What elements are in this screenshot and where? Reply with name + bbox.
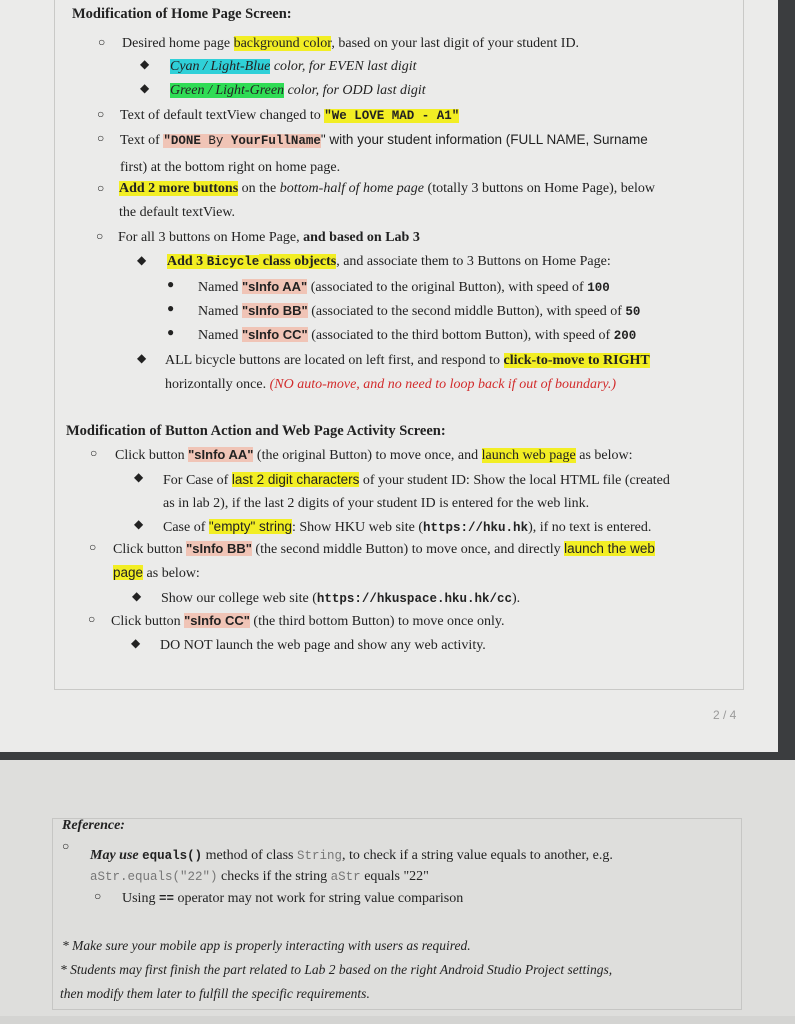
text: Click button <box>115 448 189 463</box>
section-action-heading: Modification of Button Action and Web Page Activity Screen: <box>66 423 446 439</box>
dot-bullet-icon: ● <box>167 277 175 291</box>
highlight: "sInfo BB" <box>186 541 252 556</box>
page-3-sheet <box>0 760 795 1024</box>
text: , and associate them to 3 Buttons on Home Page: <box>336 254 611 269</box>
highlight: Add 3 <box>167 254 207 269</box>
ref-line-3 <box>122 890 463 908</box>
diamond-bullet-icon: ◆ <box>137 351 147 365</box>
diamond-bullet-icon: ◆ <box>131 636 141 650</box>
circle-bullet-icon: ○ <box>97 181 105 195</box>
text: color, for EVEN last digit <box>270 59 417 74</box>
text: (the original Button) to move once, and <box>253 448 482 463</box>
named-aa-line <box>198 278 610 297</box>
code: equals() <box>142 849 203 863</box>
text: color, for ODD last digit <box>284 83 426 98</box>
text: Text of default textView changed to <box>120 108 325 123</box>
text: operator may not work for string value comparison <box>173 891 464 906</box>
diamond-bullet-icon: ◆ <box>140 57 150 71</box>
case1-line <box>163 471 670 489</box>
text: checks if the string <box>217 869 331 884</box>
highlight: "empty" string <box>208 519 292 534</box>
code: YourFullName <box>230 134 321 148</box>
circle-bullet-icon: ○ <box>96 229 104 243</box>
text: (associated to the second middle Button), with speed of <box>307 304 626 319</box>
dot-bullet-icon: ● <box>167 301 175 315</box>
circle-bullet-icon: ○ <box>89 540 97 554</box>
highlight: "sInfo AA" <box>188 447 254 462</box>
highlight: "sInfo CC" <box>241 327 308 342</box>
add-buttons-line-2: the default textView. <box>119 205 236 220</box>
text: : Show HKU web site ( <box>292 520 424 535</box>
left-first-line-2 <box>165 376 616 393</box>
text: Click button <box>113 542 187 557</box>
diamond-bullet-icon: ◆ <box>140 81 150 95</box>
text: " with your student information (FULL NAME, Surname <box>320 132 648 147</box>
add-buttons-line <box>119 180 655 197</box>
code: https://hkuspace.hku.hk/cc <box>316 592 512 606</box>
done-line-2: first) at the bottom right on home page. <box>120 160 341 175</box>
speed-value: 200 <box>613 329 637 343</box>
reference-title: Reference: <box>62 818 125 833</box>
code: "We LOVE MAD - A1" <box>324 109 460 123</box>
text: Desired home page <box>122 36 234 51</box>
text: May use <box>90 848 143 863</box>
dont-launch-line: DO NOT launch the web page and show any web activity. <box>160 638 486 653</box>
text: (totally 3 buttons on Home Page), below <box>424 181 655 196</box>
code: aStr.equals("22") <box>90 870 218 884</box>
circle-bullet-icon: ○ <box>97 107 105 121</box>
circle-bullet-icon: ○ <box>62 839 70 853</box>
circle-bullet-icon: ○ <box>88 612 96 626</box>
next-page-edge <box>0 1016 795 1024</box>
highlight: "sInfo CC" <box>184 613 250 628</box>
text: on the <box>238 181 280 196</box>
bg-color-line <box>122 35 579 52</box>
code: "DONE <box>163 134 201 148</box>
text: Click button <box>111 614 185 629</box>
section-home-heading: Modification of Home Page Screen: <box>72 6 292 22</box>
highlight: class objects <box>259 254 337 269</box>
highlight: "sInfo AA" <box>241 279 308 294</box>
highlight: "sInfo BB" <box>241 303 308 318</box>
circle-bullet-icon: ○ <box>90 446 98 460</box>
textview-line <box>120 107 459 125</box>
text: (the third bottom Button) to move once only. <box>249 614 505 629</box>
text: Named <box>198 280 242 295</box>
code: https://hku.hk <box>423 521 529 535</box>
text: method of class <box>202 848 298 863</box>
diamond-bullet-icon: ◆ <box>137 253 147 267</box>
highlight: background color <box>233 36 332 51</box>
text: (associated to the third bottom Button), with speed of <box>307 328 614 343</box>
text: as below: <box>143 566 200 581</box>
click-bb-line-2 <box>113 564 200 582</box>
all-buttons-line <box>118 229 420 246</box>
dot-bullet-icon: ● <box>167 325 175 339</box>
named-cc-line <box>198 326 636 345</box>
text: Named <box>198 304 242 319</box>
text: , based on your last digit of your student ID. <box>331 36 580 51</box>
text: as below: <box>575 448 633 463</box>
named-bb-line <box>198 302 640 321</box>
ref-line-2 <box>90 868 429 886</box>
text: Text of <box>120 133 164 148</box>
highlight: last 2 digit characters <box>231 472 360 487</box>
text: and based on Lab 3 <box>303 230 420 245</box>
speed-value: 100 <box>587 281 610 295</box>
text: Show our college web site ( <box>161 591 317 606</box>
ref-line-1 <box>90 847 613 865</box>
text: equals "22" <box>360 869 429 884</box>
note-line-3: then modify them later to fulfill the specific requirements. <box>60 986 370 1001</box>
page-number: 2 / 4 <box>713 708 737 722</box>
highlight: Add 2 more buttons <box>119 181 239 196</box>
text: (associated to the original Button), with speed of <box>307 280 588 295</box>
circle-bullet-icon: ○ <box>98 35 106 49</box>
text: of your student ID: Show the local HTML file (created <box>359 473 670 488</box>
highlight: Green / Light-Green <box>170 83 285 98</box>
left-first-line <box>165 352 650 369</box>
case1-line-2: as in lab 2), if the last 2 digits of your student ID is entered for the web link. <box>163 496 590 511</box>
text: Named <box>198 328 242 343</box>
note-line-1: * Make sure your mobile app is properly interacting with users as required. <box>62 938 471 953</box>
code: aStr <box>330 870 361 884</box>
college-line <box>161 590 520 608</box>
circle-bullet-icon: ○ <box>94 889 102 903</box>
text: ALL bicycle buttons are located on left first, and respond to <box>165 353 504 368</box>
done-line <box>120 131 648 150</box>
click-aa-line <box>115 446 633 464</box>
click-bb-line <box>113 540 655 558</box>
text: Using <box>122 891 159 906</box>
highlight: launch the web <box>564 541 655 556</box>
highlight: Cyan / Light-Blue <box>170 59 271 74</box>
note-red: (NO auto-move, and no need to loop back if out of boundary.) <box>269 377 617 392</box>
code: == <box>158 892 174 906</box>
text: bottom-half of home page <box>279 181 425 196</box>
content-frame <box>54 0 744 690</box>
bicycle-line <box>167 253 611 271</box>
code: Bicycle <box>206 255 260 269</box>
note-line-2: * Students may first finish the part related to Lab 2 based on the right Android Studio Project settings, <box>60 962 613 977</box>
speed-value: 50 <box>625 305 641 319</box>
code: By <box>200 134 231 148</box>
text: Case of <box>163 520 209 535</box>
circle-bullet-icon: ○ <box>97 131 105 145</box>
text: ), if no text is entered. <box>528 520 652 535</box>
diamond-bullet-icon: ◆ <box>132 589 142 603</box>
case2-line <box>163 518 651 537</box>
text: , to check if a string value equals to another, e.g. <box>342 848 613 863</box>
text: (the second middle Button) to move once, and directly <box>251 542 565 557</box>
code: String <box>297 849 343 863</box>
highlight: launch web page <box>481 448 576 463</box>
text: ). <box>511 591 521 606</box>
highlight: click-to-move to RIGHT <box>503 353 650 368</box>
diamond-bullet-icon: ◆ <box>134 470 144 484</box>
text: horizontally once. <box>165 377 270 392</box>
cyan-line <box>170 58 417 75</box>
highlight: page <box>113 565 144 580</box>
text: For Case of <box>163 473 232 488</box>
green-line <box>170 82 426 99</box>
diamond-bullet-icon: ◆ <box>134 517 144 531</box>
text: For all 3 buttons on Home Page, <box>118 230 304 245</box>
click-cc-line <box>111 612 504 630</box>
